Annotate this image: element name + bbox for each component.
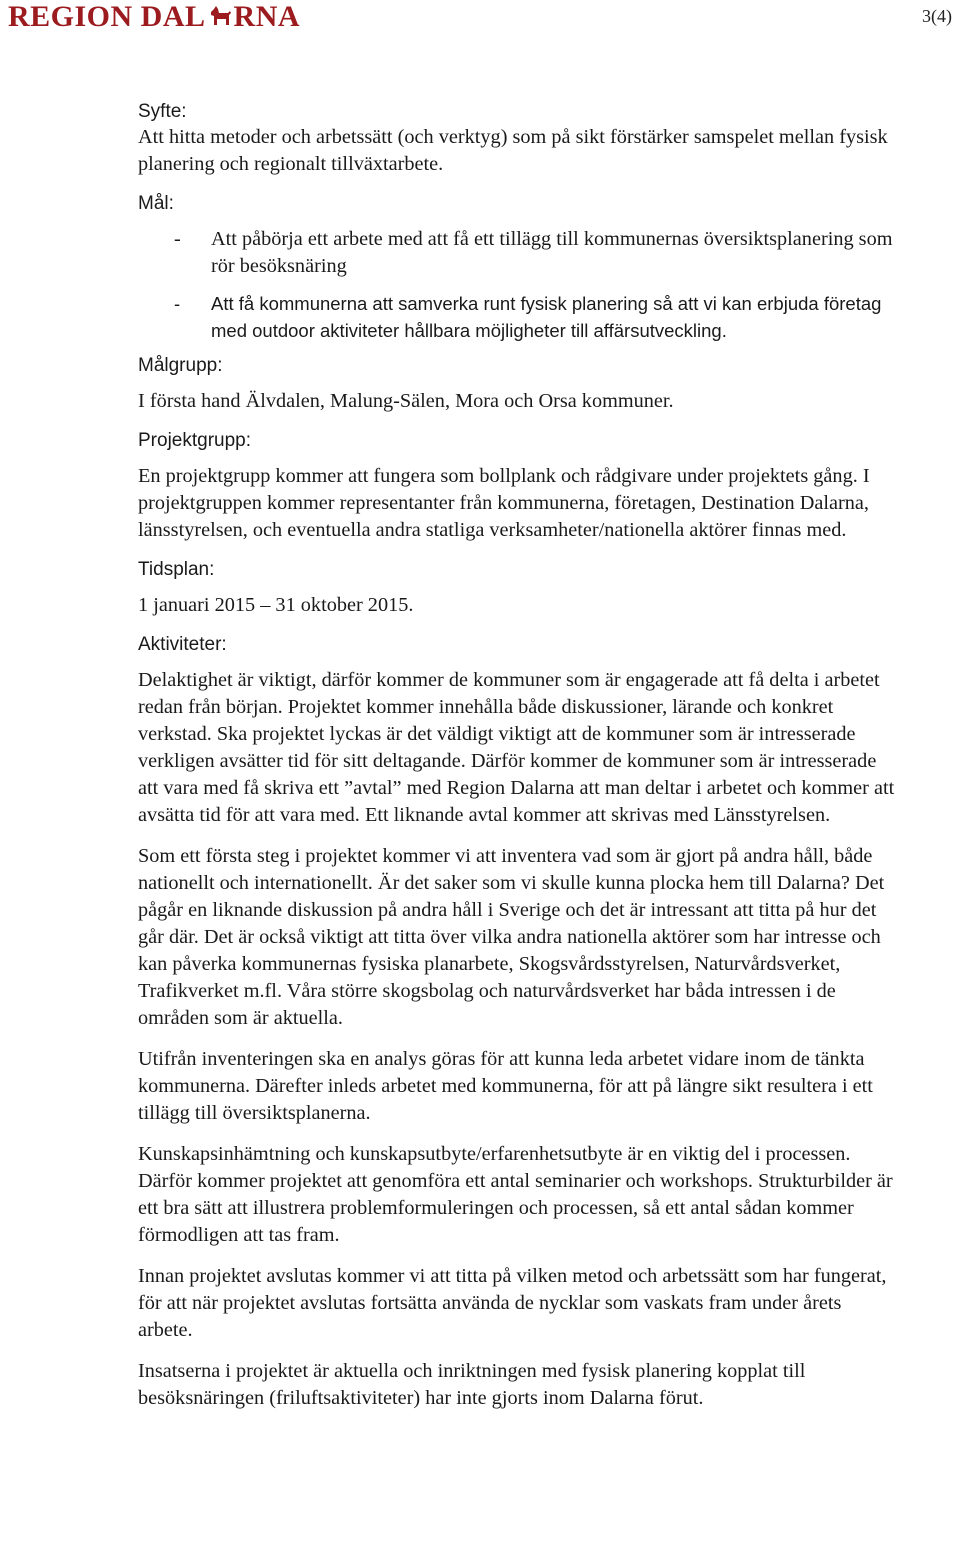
- projektgrupp-text: En projektgrupp kommer att fungera som bollplank och rådgivare under projektets gång. I projektgruppen kommer representanter från kommunerna, företagen, Destination Dalarna, länsstyrelsen, och eventuella andra statliga verksamheter/nationella aktörer finnas med.: [138, 465, 870, 541]
- malgrupp-heading: Målgrupp:: [138, 355, 223, 376]
- aktiviteter-paragraph-1: Delaktighet är viktigt, därför kommer de kommuner som är engagerade att få delta i arbetet redan från början. Projektet kommer innehålla både diskussioner, lärande och konkret verkstad. Ska projektet lyckas är det väldigt viktigt att de kommuner som är intresserade verkligen avsätter tid för sitt deltagande. Därför kommer de kommuner som är intresserade att vara med få skriva ett ”avtal” med Region Dalarna att man deltar i arbetet och kommer att avsätta tid för att vara med. Ett liknande avtal kommer att skrivas med Länsstyrelsen.: [138, 669, 895, 826]
- bullet-dash: -: [174, 293, 181, 314]
- syfte-heading: Syfte:: [138, 101, 187, 122]
- tidsplan-text: 1 januari 2015 – 31 oktober 2015.: [138, 594, 414, 616]
- mal-item-2-text: Att få kommunerna att samverka runt fysisk planering så att vi kan erbjuda företag med outdoor aktiviteter hållbara möjligheter till affärsutveckling.: [211, 293, 882, 341]
- projektgrupp-heading: Projektgrupp:: [138, 430, 252, 451]
- mal-item-1: [138, 226, 898, 280]
- aktiviteter-paragraph-5: Innan projektet avslutas kommer vi att titta på vilken metod och arbetssätt som har fungerat, för att när projektet avslutas fortsätta använda de nycklar som vaskats fram under årets arbete.: [138, 1265, 887, 1341]
- dala-horse-icon: [207, 3, 233, 37]
- tidsplan-heading: Tidsplan:: [138, 559, 215, 580]
- aktiviteter-paragraph-2: Som ett första steg i projektet kommer vi att inventera vad som är gjort på andra håll, både nationellt och internationellt. Är det saker som vi skulle kunna plocka hem till Dalarna? Det pågår en liknande diskussion på andra håll i Sverige och det är intressant att titta på hur det går där. Det är också viktigt att titta över vilka andra nationella aktörer som har intresse och kan påverka kommunernas fysiska planarbete, Skogsvårdsstyrelsen, Naturvårdsverket, Trafikverket m.fl. Våra större skogsbolag och naturvårdsverket har båda intressen i de områden som är aktuella.: [138, 845, 885, 1029]
- bullet-dash: -: [174, 228, 181, 250]
- mal-heading: Mål:: [138, 193, 174, 214]
- malgrupp-text: I första hand Älvdalen, Malung-Sälen, Mora och Orsa kommuner.: [138, 390, 674, 412]
- aktiviteter-heading: Aktiviteter:: [138, 634, 227, 655]
- region-dalarna-logo: [8, 0, 300, 37]
- mal-item-2: [138, 290, 898, 344]
- logo-text-left: REGION DAL: [8, 0, 206, 33]
- syfte-text: Att hitta metoder och arbetssätt (och verktyg) som på sikt förstärker samspelet mellan fysisk planering och regionalt tillväxtarbete.: [138, 126, 888, 175]
- page-number: 3(4): [922, 6, 952, 26]
- aktiviteter-paragraph-4: Kunskapsinhämtning och kunskapsutbyte/erfarenhetsutbyte är en viktig del i processen. Därför kommer projektet att genomföra ett antal seminarier och workshops. Strukturbilder är ett bra sätt att illustrera problemformuleringen och processen, så ett antal sådan kommer förmodligen att tas fram.: [138, 1143, 893, 1246]
- aktiviteter-paragraph-3: Utifrån inventeringen ska en analys göras för att kunna leda arbetet vidare inom de tänkta kommunerna. Därefter inleds arbetet med kommunerna, för att på längre sikt resultera i ett tillägg till översiktsplanerna.: [138, 1048, 873, 1124]
- document-body: [138, 100, 898, 1412]
- mal-item-1-text: Att påbörja ett arbete med att få ett tillägg till kommunernas översiktsplanering som rör besöksnäring: [211, 228, 893, 277]
- aktiviteter-paragraph-6: Insatserna i projektet är aktuella och inriktningen med fysisk planering kopplat till besöksnäringen (friluftsaktiviteter) har inte gjorts inom Dalarna förut.: [138, 1360, 806, 1409]
- logo-text-right: RNA: [233, 0, 301, 33]
